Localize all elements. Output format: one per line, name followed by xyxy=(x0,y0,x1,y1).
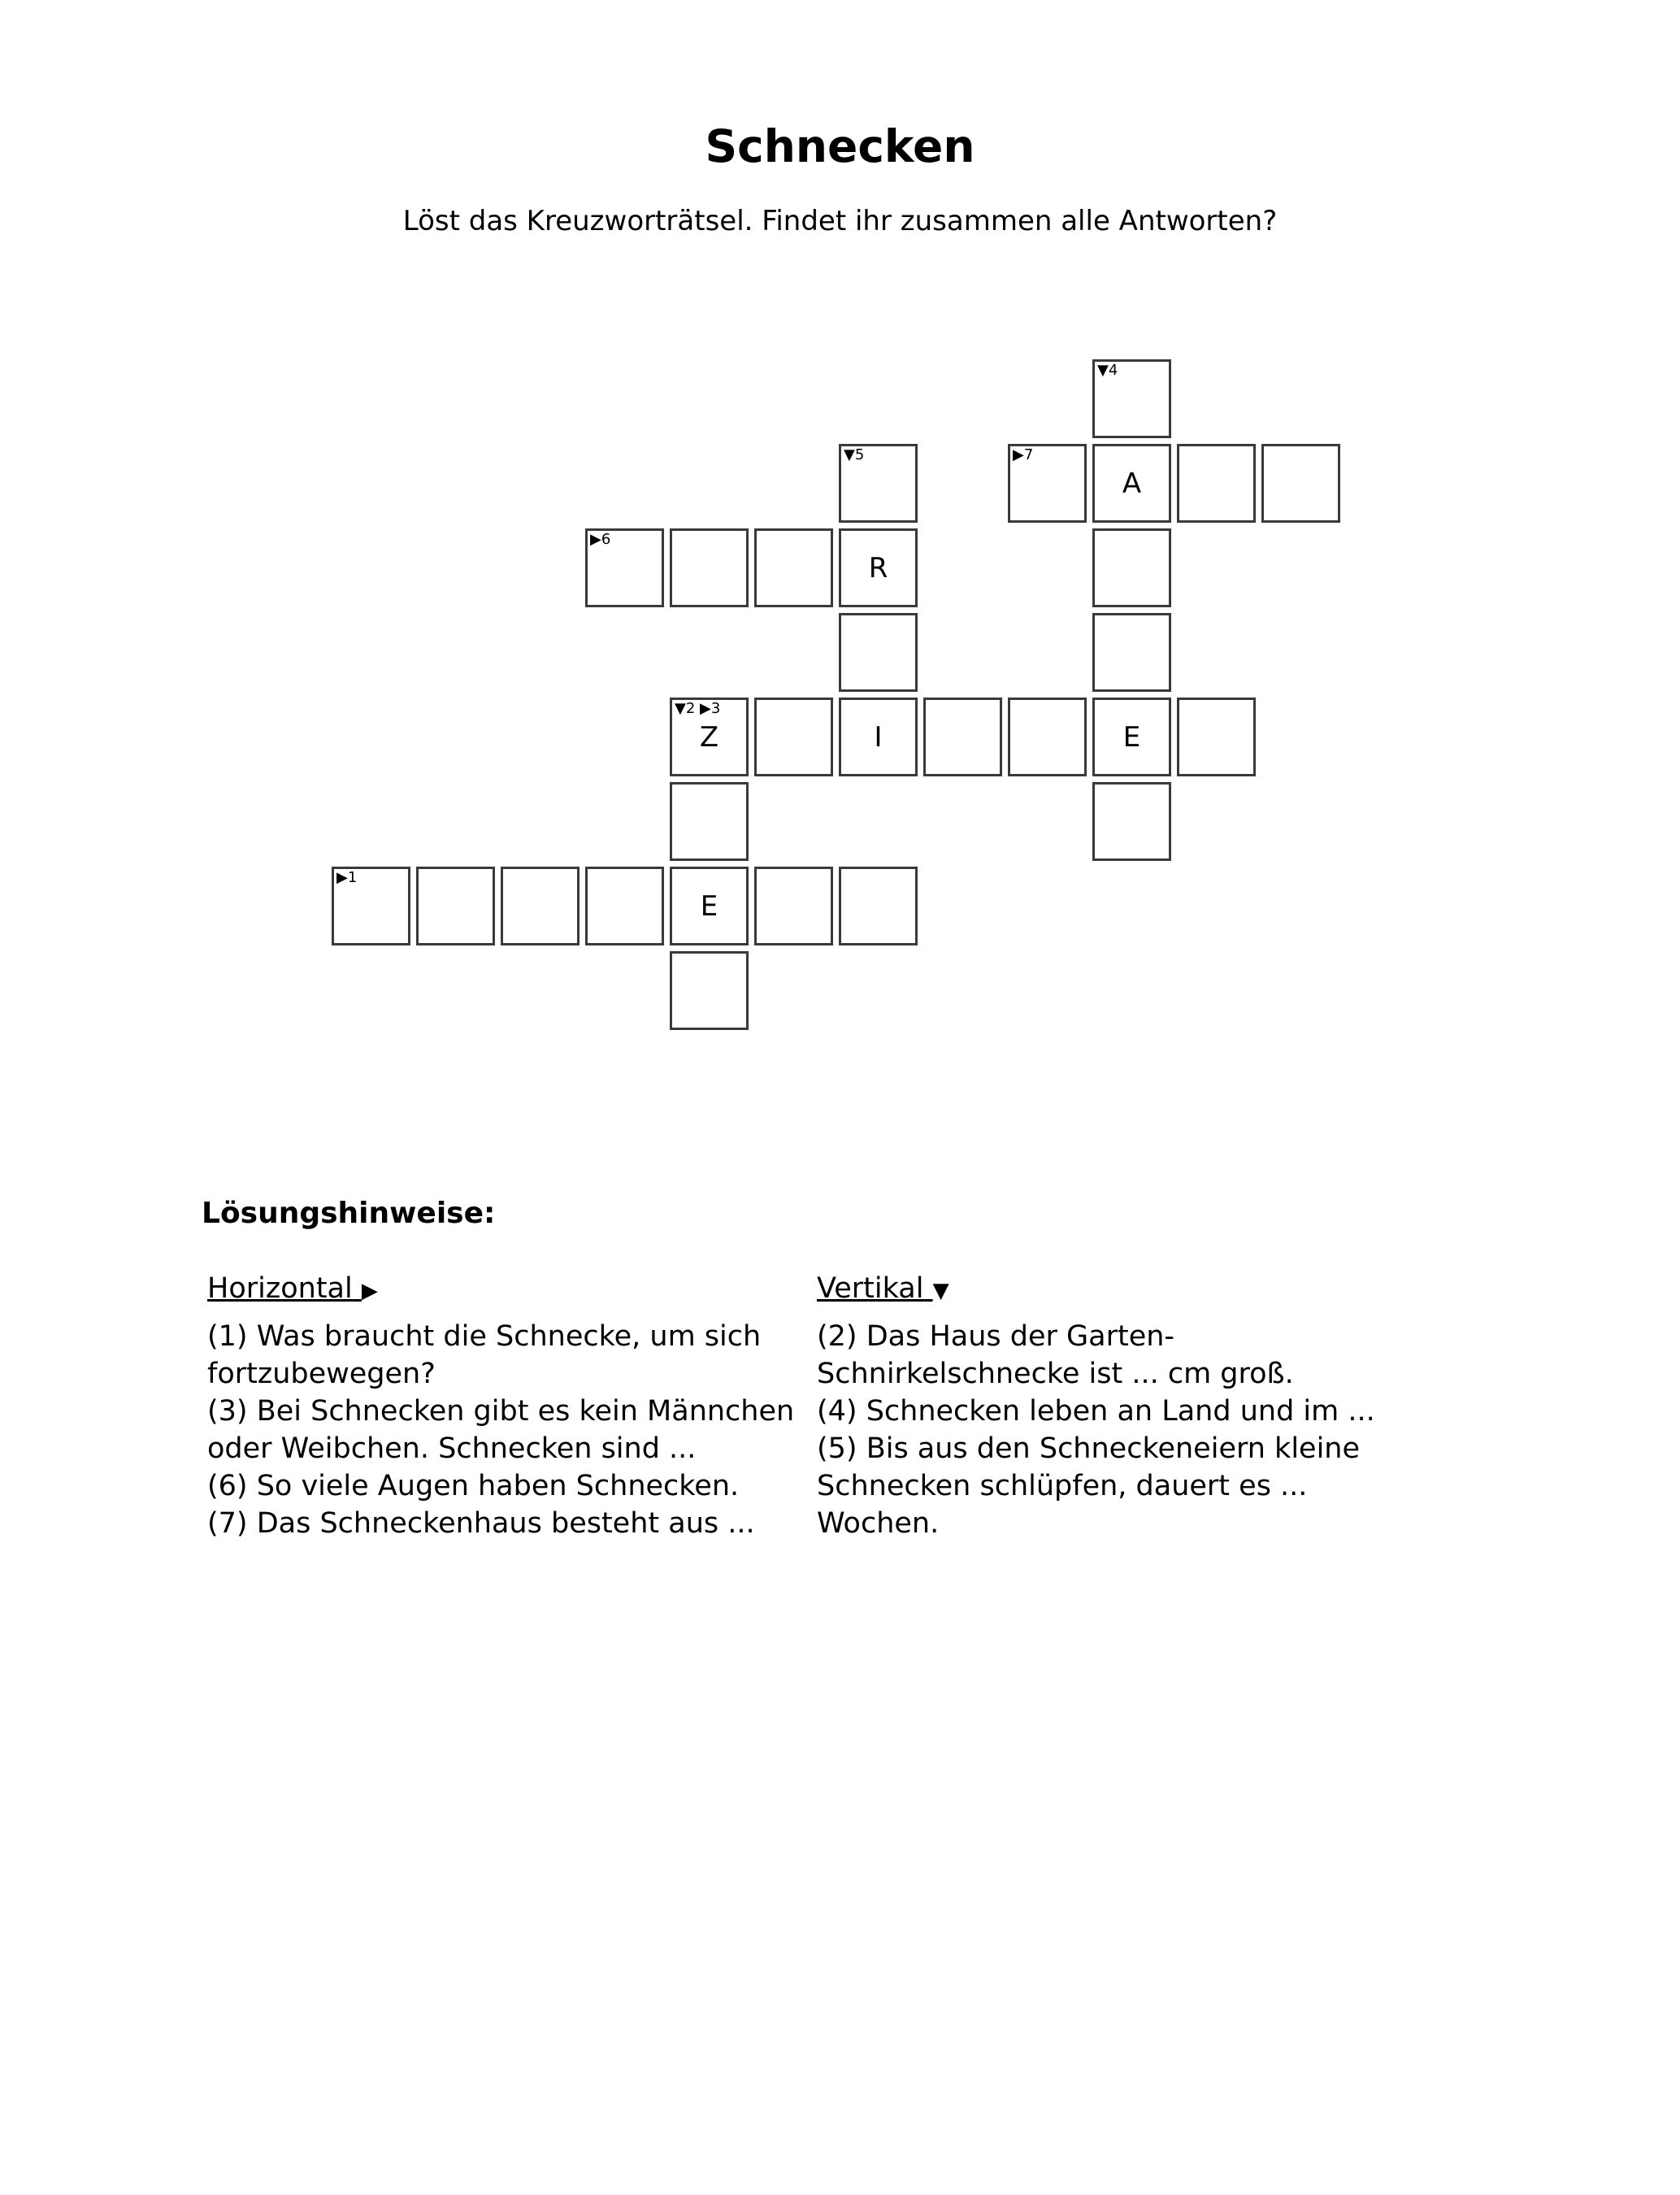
page-title: Schnecken xyxy=(705,120,975,172)
clue-number-marker: ▼4 xyxy=(1097,362,1118,379)
clue-2: (2) Das Haus der Garten-Schnirkelschnecke ist ... cm groß. xyxy=(817,1320,1294,1390)
clue-1: (1) Was braucht die Schnecke, um sich fortzubewegen? xyxy=(207,1320,762,1390)
vertical-clues xyxy=(817,1270,1418,1542)
clue-4: (4) Schnecken leben an Land und im ... xyxy=(817,1395,1375,1428)
crossword-cell[interactable] xyxy=(839,867,918,945)
crossword-cell[interactable] xyxy=(416,867,495,945)
vertical-label: Vertikal xyxy=(817,1272,924,1305)
crossword-cell[interactable] xyxy=(1092,359,1171,438)
cell-letter: E xyxy=(700,889,718,923)
horizontal-clues xyxy=(207,1270,809,1542)
crossword-cell[interactable] xyxy=(1177,698,1256,776)
clue-number-marker: ▼2 ▶3 xyxy=(675,700,721,717)
crossword-grid xyxy=(0,0,1680,1057)
crossword-cell[interactable] xyxy=(585,867,664,945)
crossword-cell[interactable] xyxy=(332,867,410,945)
instructions: Löst das Kreuzworträtsel. Findet ihr zusammen alle Antworten? xyxy=(402,205,1278,237)
cell-letter: A xyxy=(1122,467,1142,500)
clue-number-marker: ▶6 xyxy=(590,531,611,548)
clue-6: (6) So viele Augen haben Schnecken. xyxy=(207,1470,740,1502)
clue-number-marker: ▶7 xyxy=(1013,446,1034,463)
crossword-cell[interactable] xyxy=(670,698,749,776)
crossword-cell[interactable] xyxy=(754,867,833,945)
cell-letter: I xyxy=(874,720,883,754)
down-arrow-icon: ▼ xyxy=(932,1279,949,1303)
clue-number-marker: ▼5 xyxy=(844,446,865,463)
crossword-cell[interactable] xyxy=(670,867,749,945)
crossword-cell[interactable] xyxy=(1092,444,1171,523)
crossword-cell[interactable] xyxy=(839,613,918,692)
horizontal-label: Horizontal xyxy=(207,1272,353,1305)
crossword-cell[interactable] xyxy=(1008,444,1087,523)
clue-3: (3) Bei Schnecken gibt es kein Männchen oder Weibchen. Schnecken sind ... xyxy=(207,1395,795,1465)
crossword-cell[interactable] xyxy=(839,444,918,523)
crossword-cell[interactable] xyxy=(839,698,918,776)
crossword-cell[interactable] xyxy=(1092,528,1171,607)
crossword-cell[interactable] xyxy=(1008,698,1087,776)
cell-letter: E xyxy=(1122,720,1141,754)
clue-5: (5) Bis aus den Schneckeneiern kleine Schnecken schlüpfen, dauert es ... Wochen. xyxy=(817,1432,1361,1540)
clue-7: (7) Das Schneckenhaus besteht aus ... xyxy=(207,1507,755,1540)
crossword-cell[interactable] xyxy=(585,528,664,607)
crossword-cell[interactable] xyxy=(839,528,918,607)
crossword-cell[interactable] xyxy=(1092,698,1171,776)
crossword-cell[interactable] xyxy=(923,698,1002,776)
horizontal-heading xyxy=(207,1270,809,1310)
vertical-heading xyxy=(817,1270,1418,1310)
right-arrow-icon: ▶ xyxy=(361,1279,378,1303)
crossword-cell[interactable] xyxy=(1092,613,1171,692)
crossword-cell[interactable] xyxy=(1261,444,1340,523)
crossword-cell[interactable] xyxy=(1092,782,1171,861)
cell-letter: Z xyxy=(699,720,719,754)
crossword-cell[interactable] xyxy=(670,951,749,1030)
crossword-cell[interactable] xyxy=(501,867,580,945)
crossword-cell[interactable] xyxy=(754,698,833,776)
cell-letter: R xyxy=(868,551,888,585)
crossword-cell[interactable] xyxy=(1177,444,1256,523)
clue-number-marker: ▶1 xyxy=(336,869,358,886)
hints-heading: Lösungshinweise: xyxy=(202,1197,496,1230)
crossword-cell[interactable] xyxy=(754,528,833,607)
crossword-cell[interactable] xyxy=(670,528,749,607)
crossword-cell[interactable] xyxy=(670,782,749,861)
